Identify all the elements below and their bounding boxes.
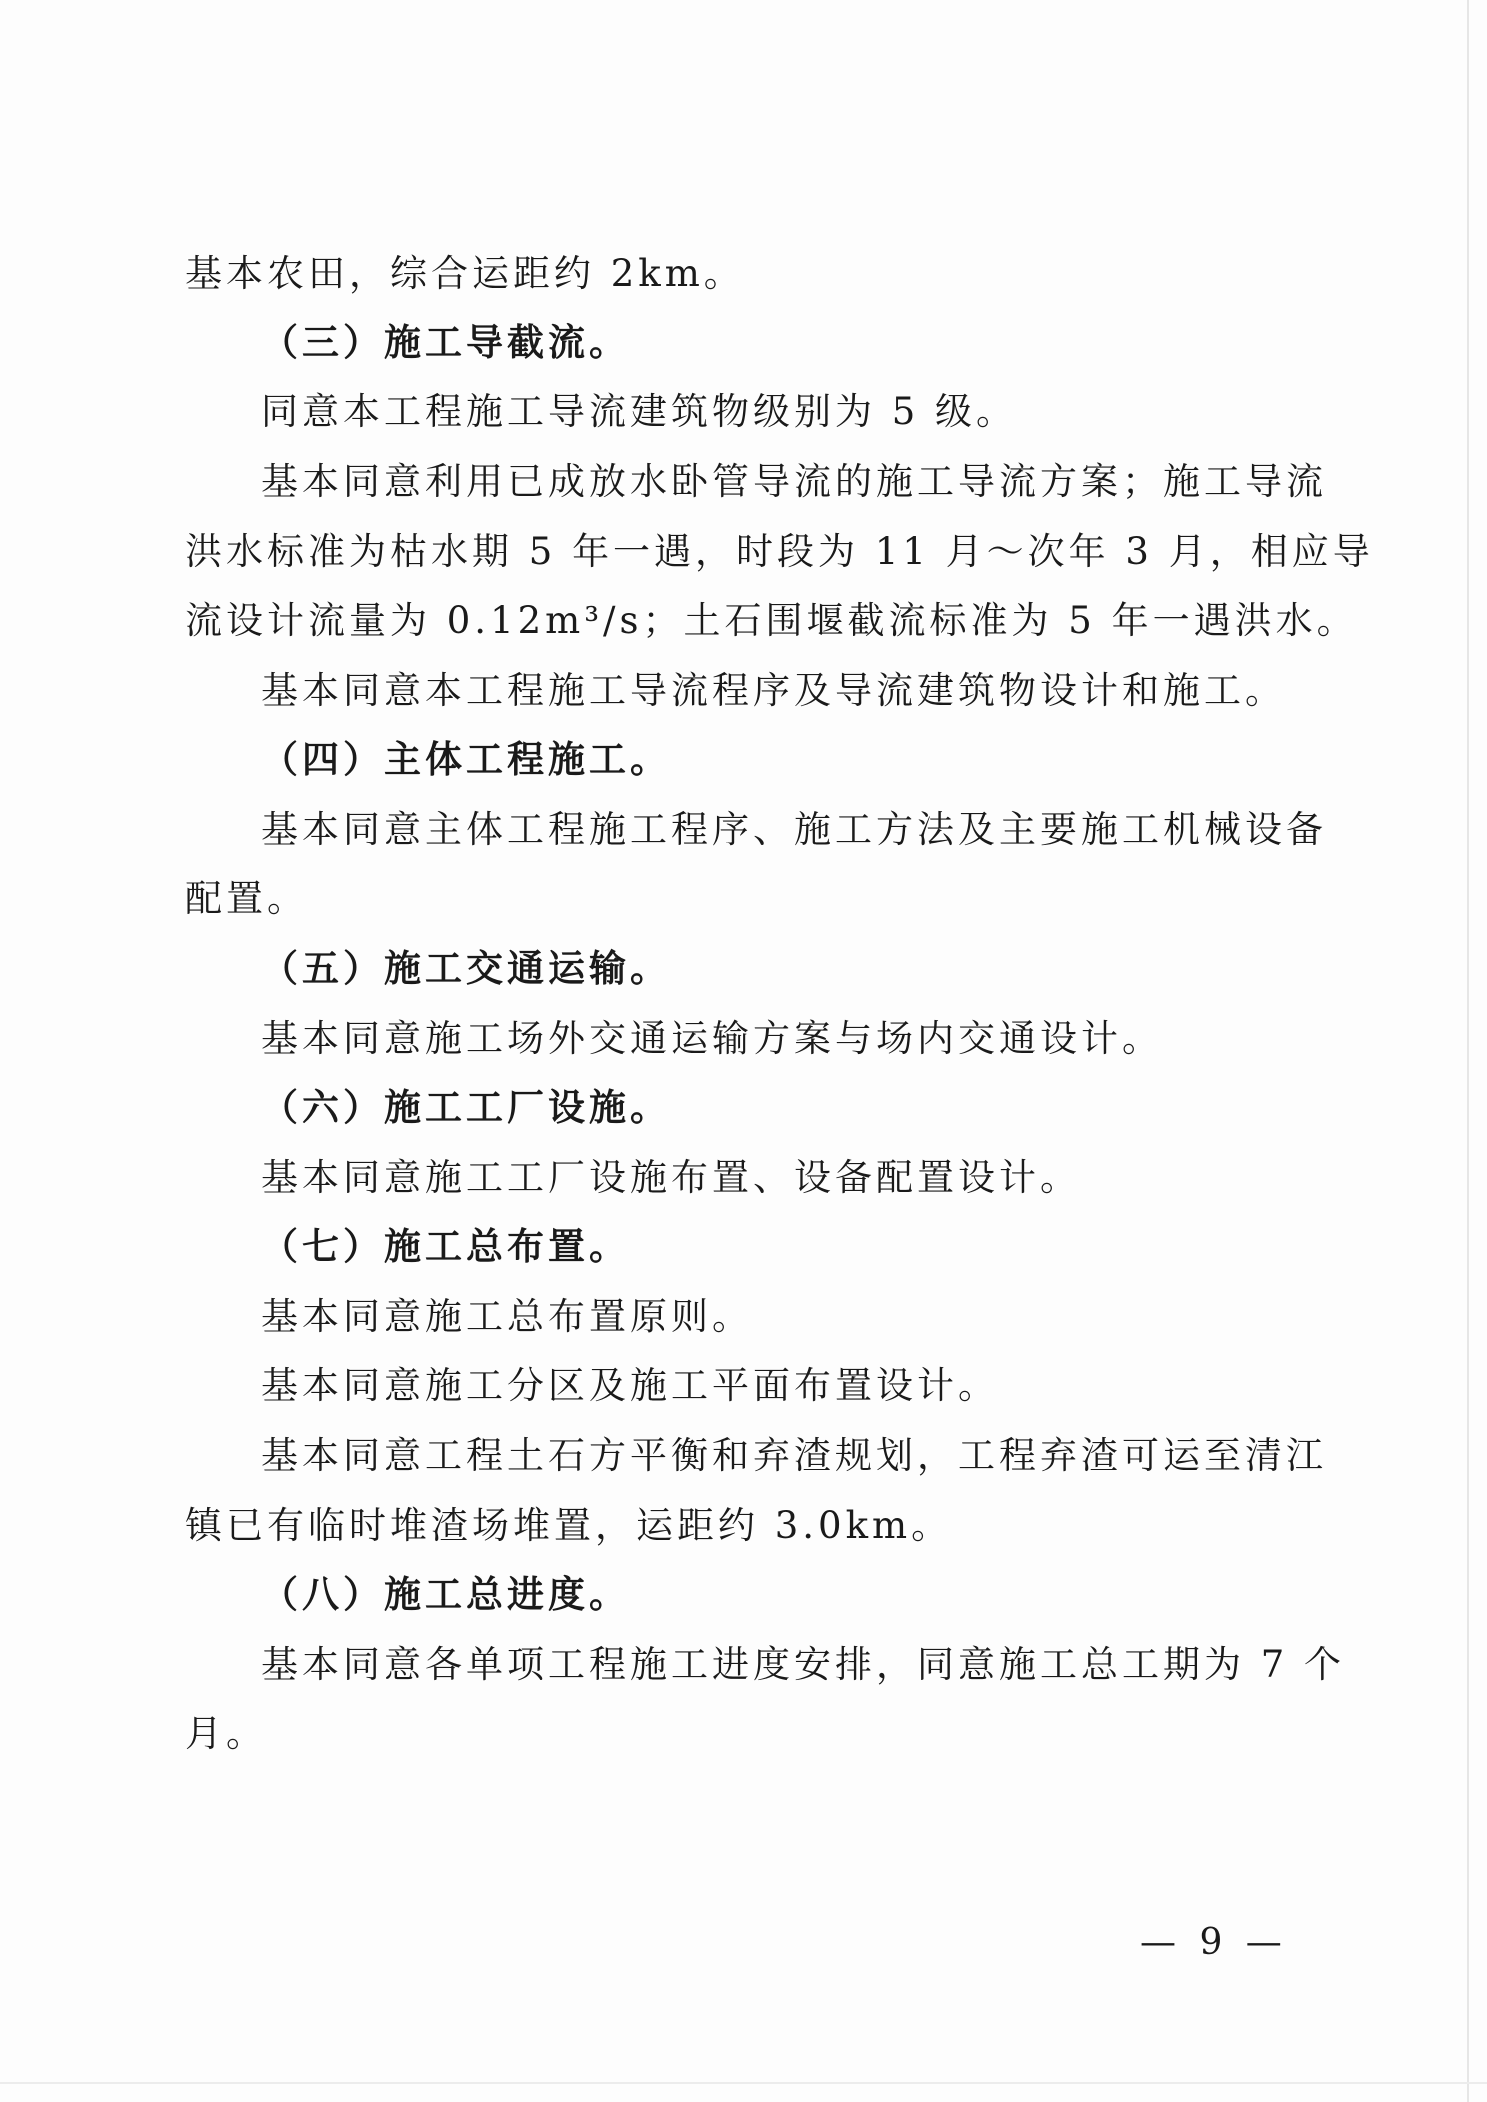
paragraph-line: 基本同意主体工程施工程序、施工方法及主要施工机械设备: [261, 808, 1327, 851]
section-heading-5: （五）施工交通运输。: [261, 946, 671, 990]
paragraph-line: 基本同意施工总布置原则。: [261, 1295, 753, 1338]
section-heading-3: （三）施工导截流。: [261, 320, 630, 364]
paragraph-line: 基本同意工程土石方平衡和弃渣规划，工程弃渣可运至清江: [261, 1434, 1327, 1477]
section-heading-7: （七）施工总布置。: [261, 1224, 630, 1268]
paragraph-line: 配置。: [185, 877, 308, 920]
section-heading-6: （六）施工工厂设施。: [261, 1085, 671, 1129]
scan-edge-bottom: [0, 2082, 1487, 2084]
paragraph-line: 镇已有临时堆渣场堆置，运距约 3.0km。: [185, 1504, 953, 1547]
paragraph-line: 基本同意施工场外交通运输方案与场内交通设计。: [261, 1017, 1163, 1060]
paragraph-line: 基本同意本工程施工导流程序及导流建筑物设计和施工。: [261, 669, 1286, 712]
paragraph-line: 基本同意施工分区及施工平面布置设计。: [261, 1364, 999, 1407]
paragraph-line: 基本同意各单项工程施工进度安排，同意施工总工期为 7 个: [261, 1643, 1346, 1686]
paragraph-line: 基本农田，综合运距约 2km。: [185, 252, 745, 295]
paragraph-line: 基本同意施工工厂设施布置、设备配置设计。: [261, 1156, 1081, 1199]
section-heading-8: （八）施工总进度。: [261, 1572, 630, 1616]
paragraph-line: 洪水标准为枯水期 5 年一遇，时段为 11 月～次年 3 月，相应导: [185, 530, 1374, 573]
page-number: — 9 —: [1140, 1922, 1288, 1963]
scan-edge-right: [1467, 0, 1469, 2102]
section-heading-4: （四）主体工程施工。: [261, 737, 671, 781]
paragraph-line: 同意本工程施工导流建筑物级别为 5 级。: [261, 390, 1018, 433]
paragraph-line: 流设计流量为 0.12m³/s；土石围堰截流标准为 5 年一遇洪水。: [185, 599, 1358, 642]
paragraph-line: 月。: [185, 1712, 267, 1755]
paragraph-line: 基本同意利用已成放水卧管导流的施工导流方案；施工导流: [261, 460, 1327, 503]
